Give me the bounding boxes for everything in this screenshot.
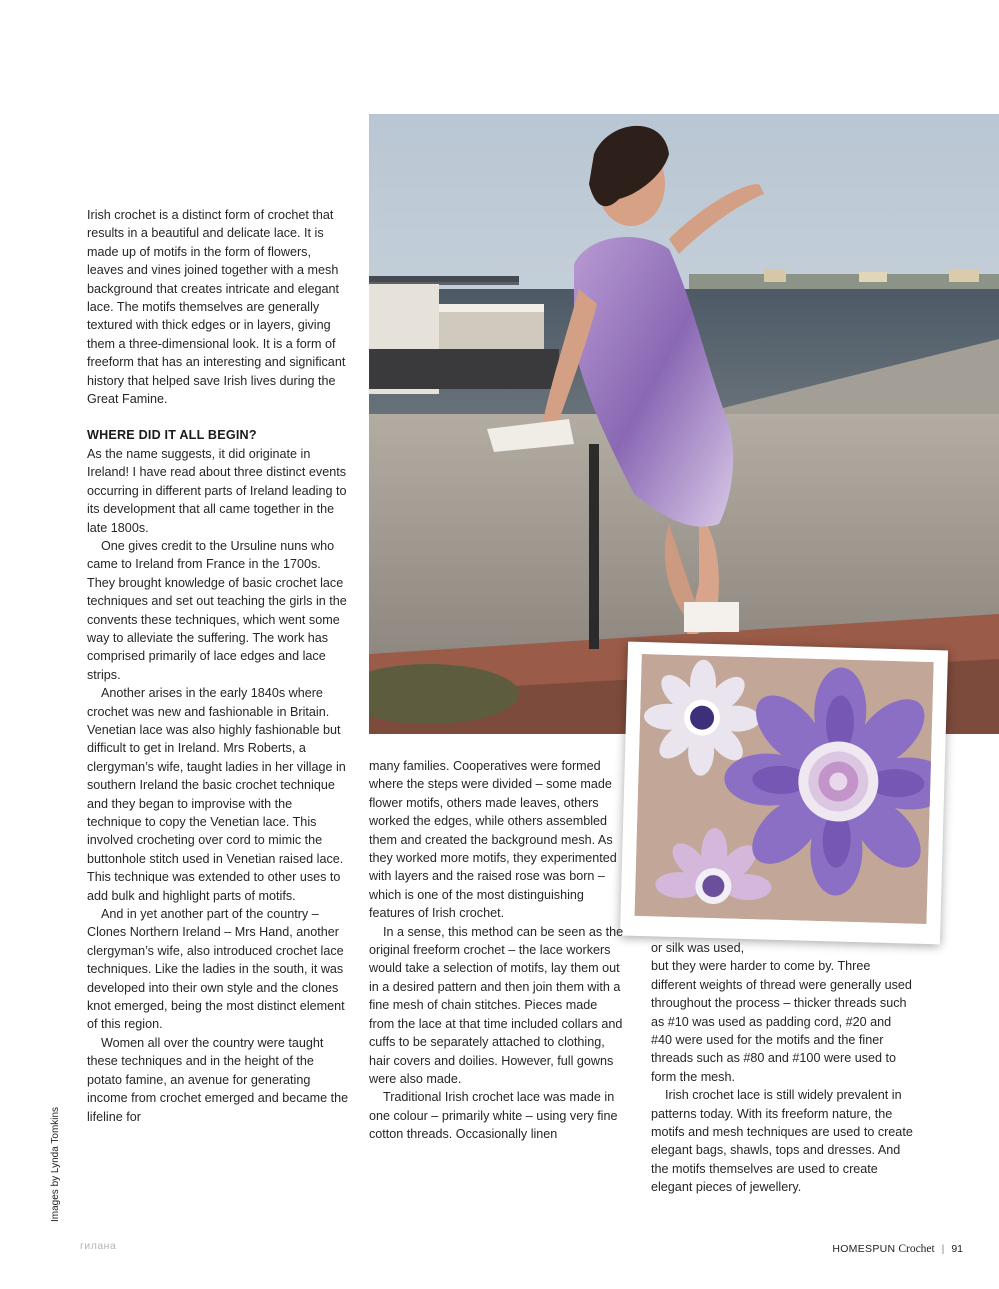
body-paragraph: Traditional Irish crochet lace was made in one colour – primarily white – using very fine cotton threads. Occasionally linen [369, 1090, 618, 1142]
body-paragraph: And in yet another part of the country – Clones Northern Ireland – Mrs Hand, another clergyman’s wife, also introduced crochet lace techniques. Like the ladies in the south, it was developed into their own style and the clones knot emerged, being the most distinct element of this region. [87, 907, 345, 1032]
inset-illustration [635, 654, 934, 924]
photo-illustration [369, 114, 999, 734]
body-paragraph: One gives credit to the Ursuline nuns who came to Ireland from France in the 1700s. They brought knowledge of basic crochet lace techniques and set out teaching the girls in the convents these techniques, which went some way to alleviate the suffering. The work has comprised primarily of lace edges and lace strips. [87, 538, 347, 682]
body-paragraph-fragment: or silk was used, [651, 941, 745, 955]
woman-in-crochet-dress-photo [369, 114, 999, 734]
magazine-name: HOMESPUN [832, 1243, 896, 1255]
body-paragraph: but they were harder to come by. Three different weights of thread were generally used throughout the process – thicker threads such as #10 was used as padding cord, #20 and #40 were used for the motifs and the finer threads such as #80 and #100 were used to form the mesh. [651, 959, 912, 1084]
body-paragraph: In a sense, this method can be seen as the original freeform crochet – the lace workers would take a selection of motifs, lay them out in a desired pattern and then join them with a fine mesh of chain stitches. Pieces made from the lace at that time included collars and cuffs to be separately attached to clothing, hair covers and doilies. However, full gowns were also made. [369, 924, 624, 1086]
body-paragraph: many families. Cooperatives were formed where the steps were divided – some made flower motifs, others made leaves, others worked the edges, while others assembled them and created the background mesh. As they worked more motifs, they experimented with layers and the raised rose was born – which is one of the most distinguishing features of Irish crochet. [369, 759, 617, 921]
body-paragraph: As the name suggests, it did originate in Ireland! I have read about three distinct events occurring in different parts of Ireland leading to its development that all came together in the late 1800s. [87, 446, 347, 535]
intro-paragraph: Irish crochet is a distinct form of crochet that results in a beautiful and delicate lace. It is made up of motifs in the form of flowers, leaves and vines joined together with a mesh background that creates intricate and elegant lace. The motifs themselves are generally textured with thick edges or in layers, giving them a three-dimensional look. It is a form of freeform that has an interesting and significant history that helped save Irish lives during the Great Famine. [87, 208, 346, 407]
text-column-1 [87, 206, 349, 1126]
folio-separator: | [941, 1243, 945, 1255]
section-heading: WHERE DID IT ALL BEGIN? [87, 428, 257, 443]
page-folio [832, 1243, 963, 1255]
magazine-section: Crochet [898, 1243, 935, 1255]
body-paragraph: Another arises in the early 1840s where crochet was new and fashionable in Britain. Venetian lace was also highly fashionable but difficult to get in Ireland. Mrs Roberts, a clergyman’s wife, taught ladies in her village in southern Ireland the basic crochet technique and they began to improvise with the technique to copy the Venetian lace. This involved crocheting over cord to mimic the buttonhole stitch used in Venetian raised lace. This technique was extended to other uses to add bulk and highlight parts of motifs. [87, 686, 346, 903]
watermark: гилана [80, 1240, 117, 1252]
text-column-2 [369, 757, 624, 1144]
photo-credit: Images by Lynda Tomkins [50, 1106, 61, 1222]
body-paragraph: Irish crochet lace is still widely prevalent in patterns today. With its freeform nature, the motifs and mesh techniques are used to create elegant bags, shawls, tops and dresses. And the motifs themselves are used to create elegant pieces of jewellery. [651, 1088, 913, 1195]
page-number: 91 [951, 1243, 963, 1255]
body-paragraph: Women all over the country were taught these techniques and in the height of the potato famine, an avenue for generating income from crochet emerged and became the lifeline for [87, 1035, 349, 1124]
crochet-flower-motifs-photo [620, 642, 948, 945]
text-column-3 [651, 939, 913, 1197]
